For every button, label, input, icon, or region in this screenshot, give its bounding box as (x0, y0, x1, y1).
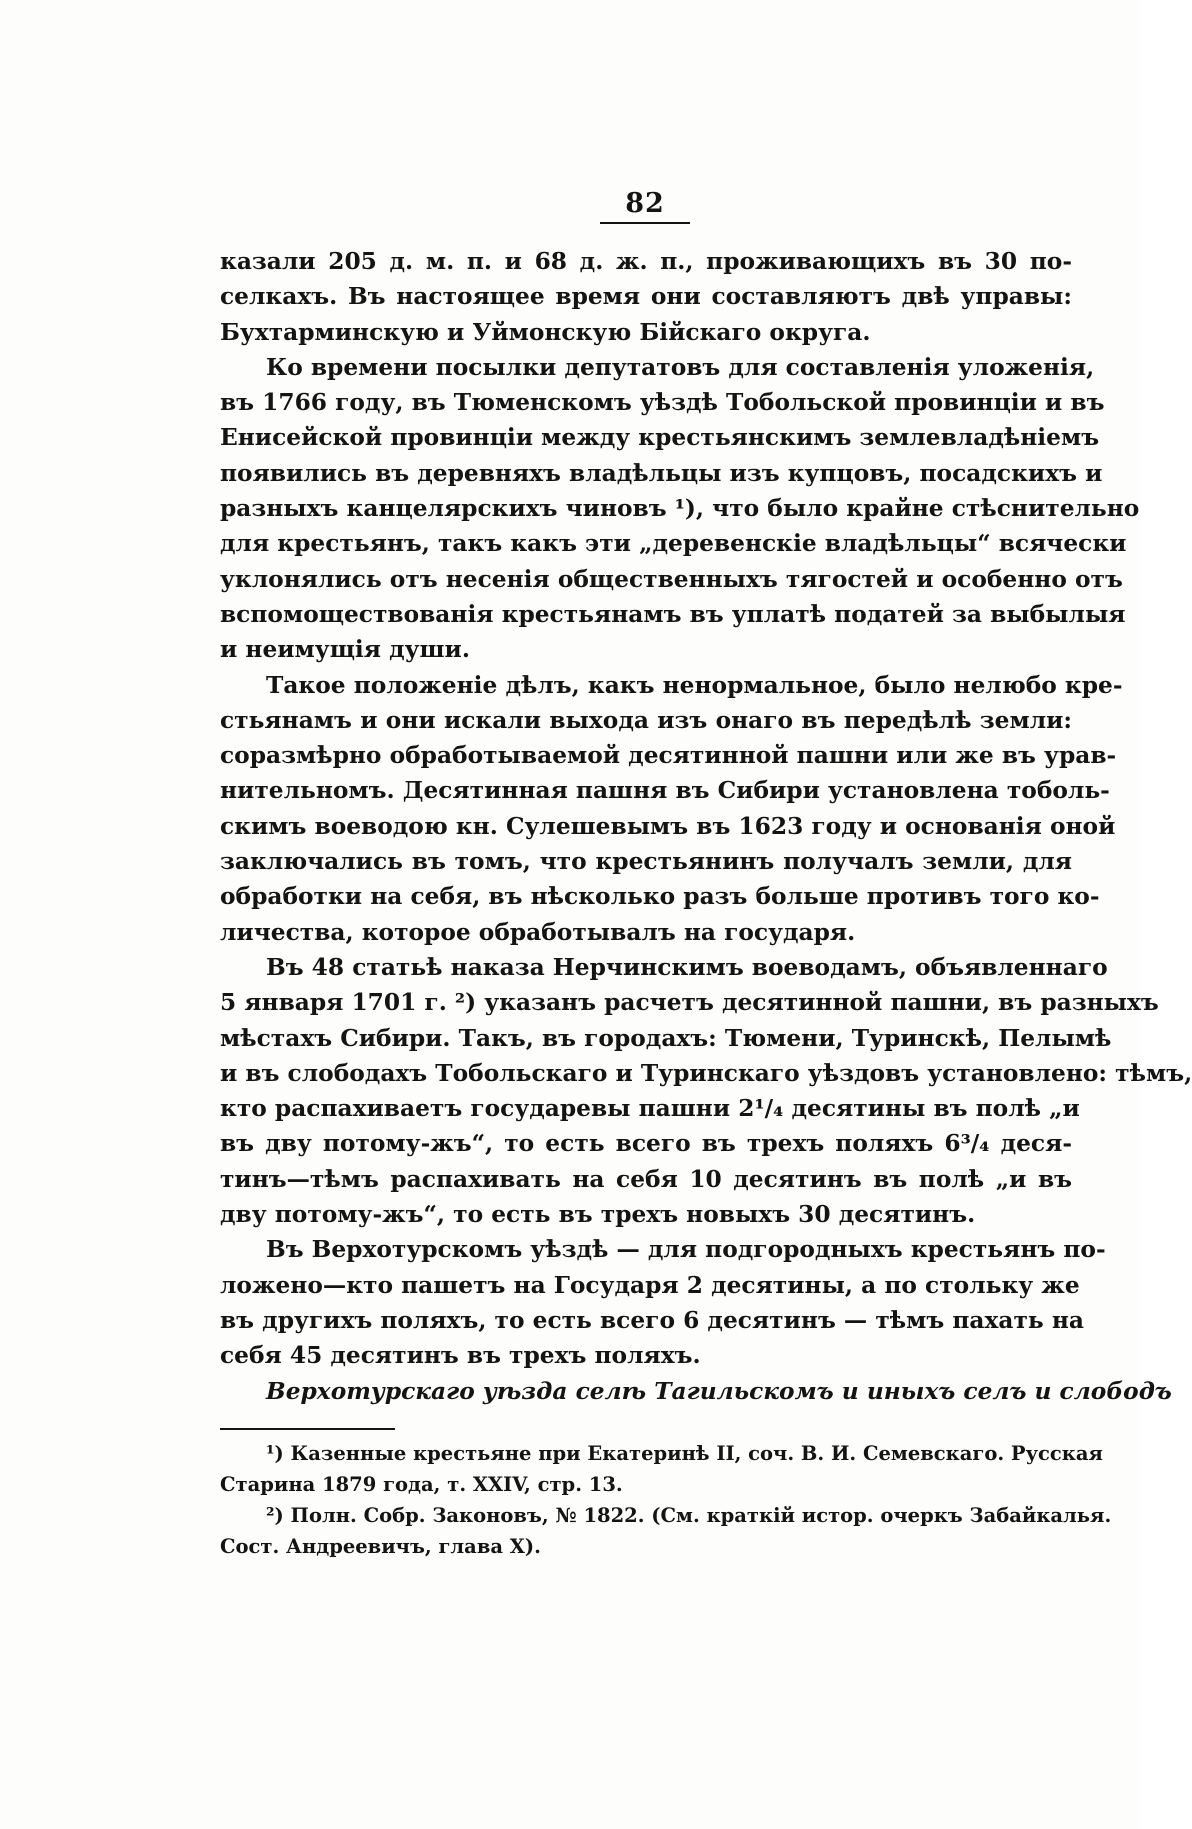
footnote-line: Сост. Андреевичъ, глава X). (220, 1535, 541, 1558)
text-line: тинъ—тѣмъ распахивать на себя 10 десятинъ въ полѣ „и въ (220, 1165, 1072, 1193)
text-line: казали 205 д. м. п. и 68 д. ж. п., проживающихъ въ 30 по- (220, 248, 1072, 275)
text-line: личества, которое обработывалъ на государя. (220, 918, 856, 946)
text-line: стьянамъ и они искали выхода изъ онаго въ передѣлѣ земли: (220, 706, 1072, 734)
text-line: и неимущія души. (220, 636, 470, 664)
text-line: дву потому-жъ“, то есть въ трехъ новыхъ 30 десятинъ. (220, 1201, 976, 1229)
text-line: ложено—кто пашетъ на Государя 2 десятины, а по стольку же (220, 1271, 1080, 1299)
text-line: для крестьянъ, такъ какъ эти „деревенскіе владѣльцы“ всячески (220, 530, 1127, 558)
text-line: себя 45 десятинъ въ трехъ поляхъ. (220, 1342, 701, 1370)
text-line: нительномъ. Десятинная пашня въ Сибири установлена тоболь- (220, 777, 1110, 805)
text-line: вспомоществованія крестьянамъ въ уплатѣ податей за выбылыя (220, 600, 1126, 628)
text-line: селкахъ. Въ настоящее время они составляютъ двѣ управы: (220, 283, 1072, 311)
text-line: и въ слободахъ Тобольскаго и Туринскаго уѣздовъ установлено: тѣмъ, (220, 1059, 1192, 1087)
text-line: обработки на себя, въ нѣсколько разъ больше противъ того ко- (220, 883, 1100, 911)
footnote-line: ²) Полн. Собр. Законовъ, № 1822. (См. краткій истор. очеркъ Забайкалья. (266, 1504, 1112, 1527)
text-line: мѣстахъ Сибири. Такъ, въ городахъ: Тюмени, Туринскѣ, Пелымѣ (220, 1024, 1112, 1052)
text-line: Верхотурскаго уѣзда селѣ Тагильскомъ и иныхъ селъ и слободъ (266, 1377, 1172, 1405)
text-line: разныхъ канцелярскихъ чиновъ ¹), что было крайне стѣснительно (220, 495, 1140, 523)
text-line: въ другихъ поляхъ, то есть всего 6 десятинъ — тѣмъ пахать на (220, 1306, 1084, 1334)
text-line: Такое положеніе дѣлъ, какъ ненормальное, было нелюбо кре- (266, 671, 1123, 699)
footnote-line: ¹) Казенные крестьяне при Екатеринѣ II, соч. В. И. Семевскаго. Русская (266, 1442, 1103, 1465)
text-line: появились въ деревняхъ владѣльцы изъ купцовъ, посадскихъ и (220, 459, 1103, 487)
text-line: Ко времени посылки депутатовъ для составленія уложенія, (266, 353, 1095, 381)
text-line: въ 1766 году, въ Тюменскомъ уѣздѣ Тобольской провинціи и въ (220, 389, 1105, 417)
text-line: Бухтарминскую и Уймонскую Бійскаго округа. (220, 318, 871, 346)
page-number-rule (600, 222, 690, 224)
footnote-rule (220, 1428, 395, 1430)
text-line: въ дву потому-жъ“, то есть всего въ трехъ поляхъ 6³/₄ деся- (220, 1130, 1072, 1158)
text-line: Енисейской провинціи между крестьянскимъ землевладѣніемъ (220, 424, 1100, 452)
footnotes (220, 1438, 1112, 1562)
text-line: 5 января 1701 г. ²) указанъ расчетъ десятинной пашни, въ разныхъ (220, 989, 1159, 1017)
text-line: соразмѣрно обработываемой десятинной пашни или же въ урав- (220, 742, 1117, 770)
page-number: 82 (625, 188, 665, 219)
text-line: кто распахиваетъ государевы пашни 2¹/₄ десятины въ полѣ „и (220, 1095, 1080, 1123)
main-text (220, 244, 1192, 1409)
text-line: Въ 48 статьѣ наказа Нерчинскимъ воеводамъ, объявленнаго (266, 953, 1108, 981)
footnote-line: Старина 1879 года, т. XXIV, стр. 13. (220, 1473, 623, 1496)
text-line: уклонялись отъ несенія общественныхъ тягостей и особенно отъ (220, 565, 1123, 593)
text-line: заключались въ томъ, что крестьянинъ получалъ земли, для (220, 848, 1072, 876)
text-line: Въ Верхотурскомъ уѣздѣ — для подгородныхъ крестьянъ по- (266, 1236, 1106, 1264)
text-line: скимъ воеводою кн. Сулешевымъ въ 1623 году и основанія оной (220, 812, 1116, 840)
